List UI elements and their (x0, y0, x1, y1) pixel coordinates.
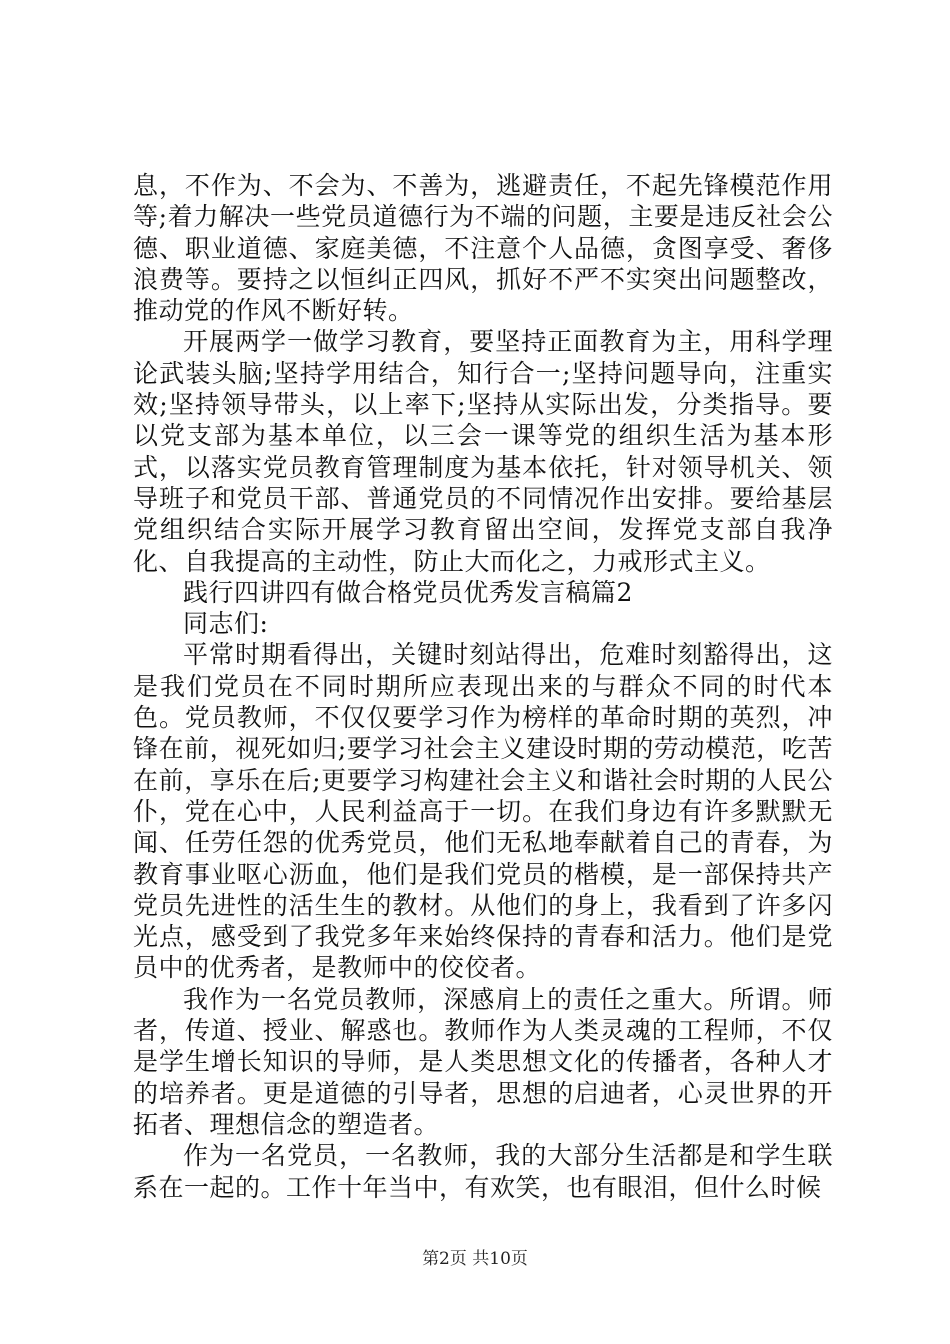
section-title: 践行四讲四有做合格党员优秀发言稿篇2 (183, 577, 633, 607)
paragraph-2: 开展两学一做学习教育，要坚持正面教育为主，用科学理论武装头脑;坚持学用结合，知行合一;坚持问题导向，注重实效;坚持领导带头，以上率下;坚持从实际出发，分类指导。要以党支部为基本单位，以三会一课等党的组织生活为基本形式，以落实党员教育管理制度为基本依托，针对领导机关、领导班子和党员干部、普通党员的不同情况作出安排。要给基层党组织结合实际开展学习教育留出空间，发挥党支部自我净化、自我提高的主动性，防止大而化之，力戒形式主义。 (133, 327, 833, 576)
paragraph-1: 息，不作为、不会为、不善为，逃避责任，不起先锋模范作用等;着力解决一些党员道德行为不端的问题，主要是违反社会公德、职业道德、家庭美德，不注意个人品德，贪图享受、奢侈浪费等。要持之以恒纠正四风，抓好不严不实突出问题整改，推动党的作风不断好转。 (133, 171, 833, 326)
page-footer: 第2页 共10页 (422, 1249, 528, 1269)
salutation: 同志们: (183, 609, 269, 639)
document-body (133, 170, 833, 1203)
paragraph-3: 平常时期看得出，关键时刻站得出，危难时刻豁得出，这是我们党员在不同时期所应表现出来的与群众不同的时代本色。党员教师，不仅仅要学习作为榜样的革命时期的英烈，冲锋在前，视死如归;要学习社会主义建设时期的劳动模范，吃苦在前，享乐在后;更要学习构建社会主义和谐社会时期的人民公仆，党在心中，人民利益高于一切。在我们身边有许多默默无闻、任劳任怨的优秀党员，他们无私地奉献着自己的青春，为教育事业呕心沥血，他们是我们党员的楷模，是一部保持共产党员先进性的活生生的教材。从他们的身上，我看到了许多闪光点，感受到了我党多年来始终保持的青春和活力。他们是党员中的优秀者，是教师中的佼佼者。 (133, 640, 833, 983)
paragraph-5: 作为一名党员，一名教师，我的大部分生活都是和学生联系在一起的。工作十年当中，有欢笑，也有眼泪，但什么时候 (133, 1141, 833, 1202)
paragraph-4: 我作为一名党员教师，深感肩上的责任之重大。所谓。师者，传道、授业、解惑也。教师作为人类灵魂的工程师，不仅是学生增长知识的导师，是人类思想文化的传播者，各种人才的培养者。更是道德的引导者，思想的启迪者，心灵世界的开拓者、理想信念的塑造者。 (133, 984, 833, 1139)
